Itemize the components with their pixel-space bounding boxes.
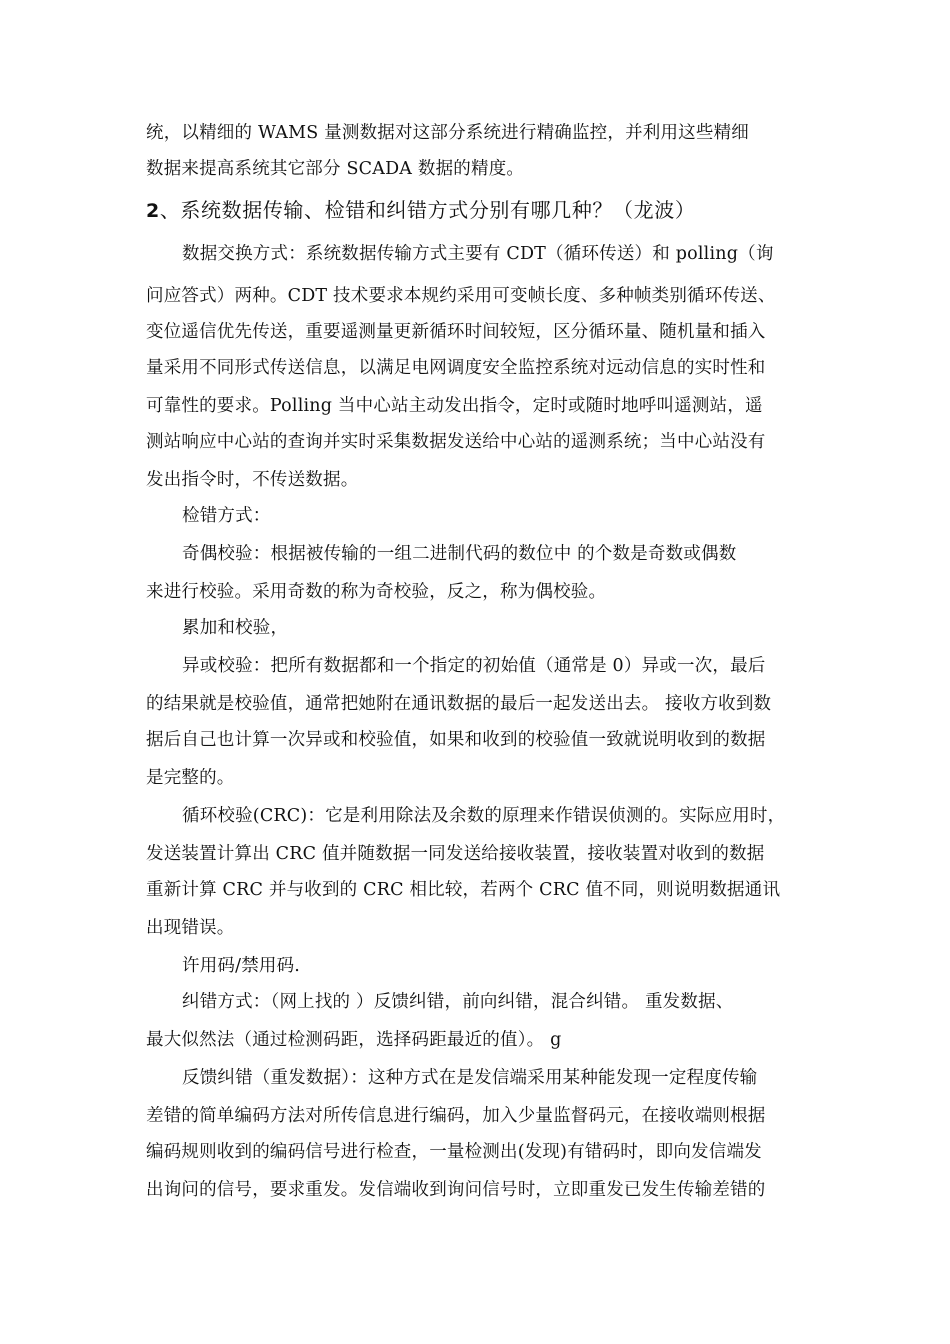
paragraph-line: 据后自己也计算一次异或和校验值，如果和收到的校验值一致就说明收到的数据 [146,730,766,750]
paragraph-line: 量采用不同形式传送信息，以满足电网调度安全监控系统对远动信息的实时性和 [146,358,766,378]
paragraph-line: 发送装置计算出 CRC 值并随数据一同发送给接收装置，接收装置对收到的数据 [146,844,765,864]
paragraph-line: 数据交换方式：系统数据传输方式主要有 CDT（循环传送）和 polling（询 [182,244,774,264]
section-heading [146,196,695,225]
paragraph-line: 重新计算 CRC 并与收到的 CRC 相比较，若两个 CRC 值不同，则说明数据通讯 [146,880,781,900]
paragraph-line: 差错的简单编码方法对所传信息进行编码，加入少量监督码元，在接收端则根据 [146,1106,766,1126]
paragraph-line: 发出指令时，不传送数据。 [146,470,359,490]
paragraph-line: 的结果就是校验值，通常把她附在通讯数据的最后一起发送出去。 接收方收到数 [146,694,772,714]
paragraph-line: 统，以精细的 WAMS 量测数据对这部分系统进行精确监控，并利用这些精细 [146,123,749,143]
paragraph-line: 累加和校验， [182,618,289,638]
paragraph-line: 奇偶校验：根据被传输的一组二进制代码的数位中 的个数是奇数或偶数 [182,544,737,564]
paragraph-line: 来进行校验。采用奇数的称为奇校验，反之，称为偶校验。 [146,582,607,602]
paragraph-line: 纠错方式：（网上找的 ）反馈纠错，前向纠错，混合纠错。 重发数据、 [182,992,734,1012]
paragraph-line: 循环校验(CRC)：它是利用除法及余数的原理来作错误侦测的。实际应用时， [182,806,786,826]
paragraph-line: 编码规则收到的编码信号进行检查，一量检测出(发现)有错码时，即向发信端发 [146,1142,762,1162]
paragraph-line: 出询问的信号，要求重发。发信端收到询问信号时，立即重发已发生传输差错的 [146,1180,766,1200]
paragraph-line: 异或校验：把所有数据都和一个指定的初始值（通常是 0）异或一次，最后 [182,656,766,676]
paragraph-line: 测站响应中心站的查询并实时采集数据发送给中心站的遥测系统；当中心站没有 [146,432,766,452]
subheading-error-detection: 检错方式： [182,506,271,526]
paragraph-line: 问应答式）两种。CDT 技术要求本规约采用可变帧长度、多种帧类别循环传送、 [146,286,776,306]
paragraph-line: 可靠性的要求。Polling 当中心站主动发出指令，定时或随时地呼叫遥测站，遥 [146,396,763,416]
paragraph-line: 出现错误。 [146,918,235,938]
paragraph-line: 最大似然法（通过检测码距，选择码距最近的值）。 g [146,1030,562,1050]
paragraph-line: 许用码/禁用码. [182,956,301,976]
section-number: 2 [146,200,160,222]
section-title: 、系统数据传输、检错和纠错方式分别有哪几种？（龙波） [159,198,696,222]
paragraph-line: 变位遥信优先传送，重要遥测量更新循环时间较短，区分循环量、随机量和插入 [146,322,766,342]
paragraph-line: 数据来提高系统其它部分 SCADA 数据的精度。 [146,159,525,179]
paragraph-line: 是完整的。 [146,768,235,788]
paragraph-line: 反馈纠错（重发数据）：这种方式在是发信端采用某种能发现一定程度传输 [182,1068,758,1088]
